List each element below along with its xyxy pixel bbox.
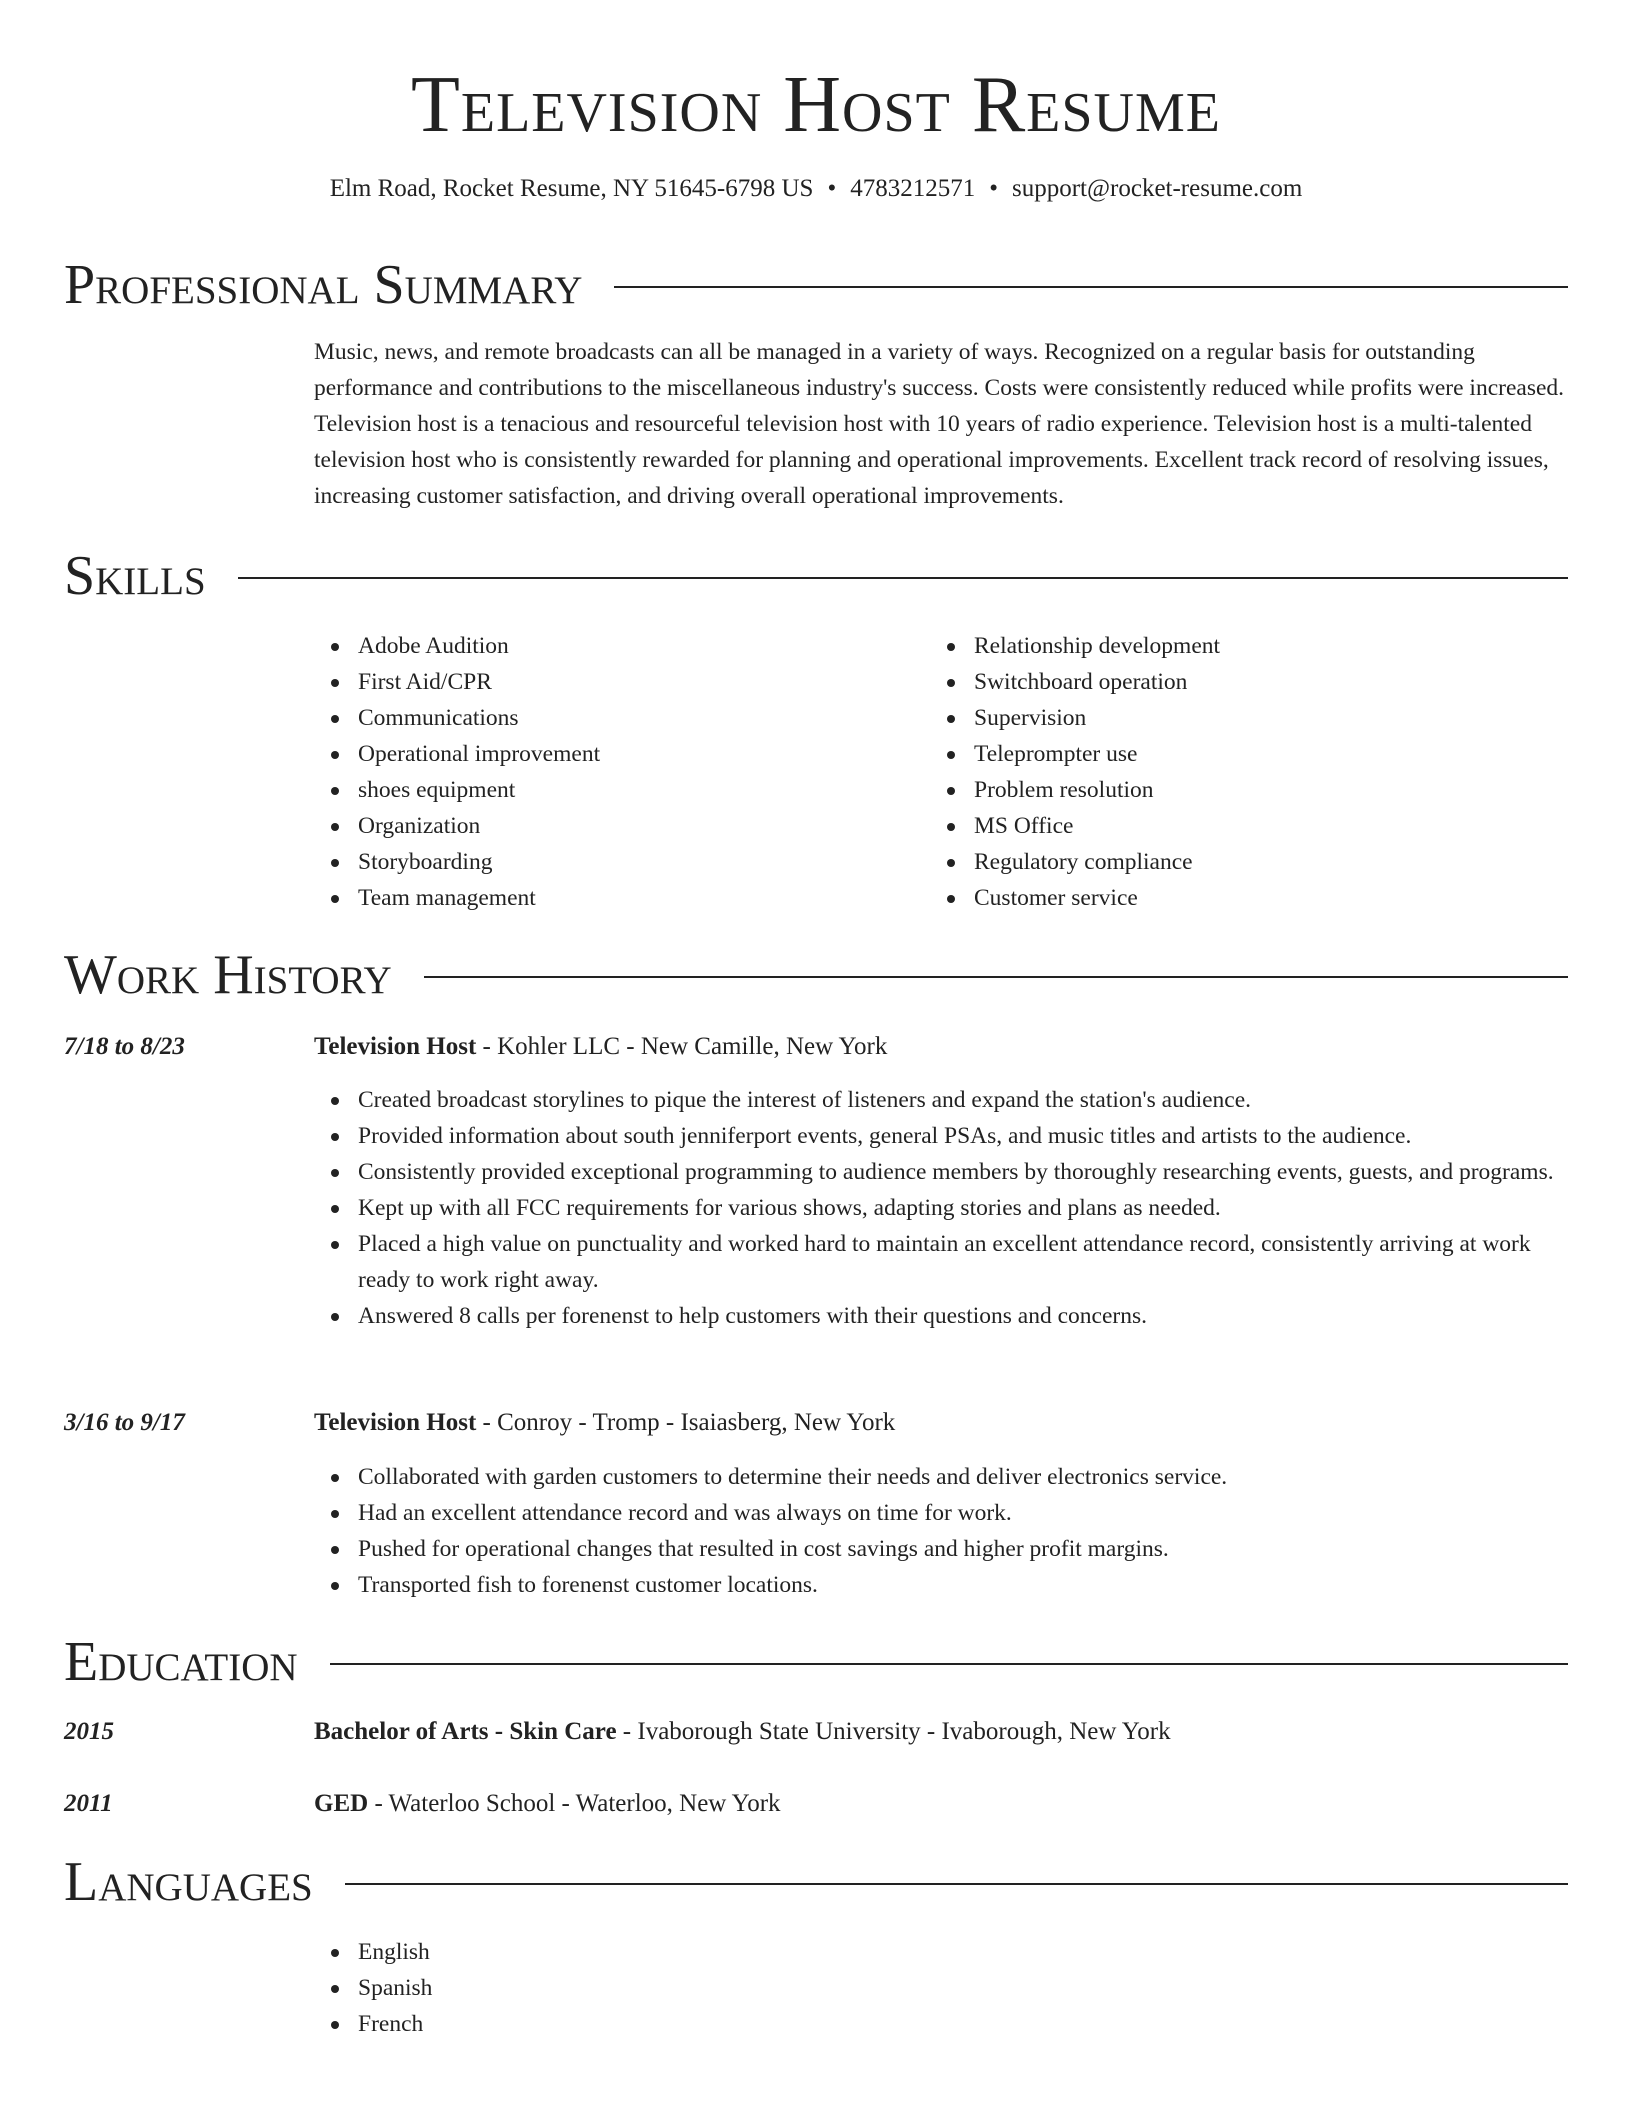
education-degree: GED (314, 1790, 369, 1817)
resume-title: Television Host Resume (411, 61, 1221, 149)
language-item: French (314, 2006, 914, 2042)
job-bullet: Collaborated with garden customers to determine their needs and deliver electronics service. (314, 1459, 1570, 1495)
skill-item: Supervision (930, 700, 1550, 736)
contact-phone: 4783212571 (850, 175, 976, 202)
job-bullets (314, 1082, 1570, 1334)
section-divider (424, 976, 1568, 978)
job-bullet: Created broadcast storylines to pique the interest of listeners and expand the station's audience. (314, 1082, 1570, 1118)
job-title: Television Host (314, 1409, 477, 1436)
skill-item: Communications (314, 700, 914, 736)
education-year: 2015 (64, 1718, 114, 1745)
skill-item: Problem resolution (930, 772, 1550, 808)
job-bullets (314, 1459, 1570, 1603)
job-bullet: Consistently provided exceptional programming to audience members by thoroughly researching events, guests, and programs. (314, 1154, 1570, 1190)
skill-item: Adobe Audition (314, 628, 914, 664)
skill-item: Regulatory compliance (930, 844, 1550, 880)
education-entry (314, 1786, 1570, 1822)
job-bullet: Pushed for operational changes that resulted in cost savings and higher profit margins. (314, 1531, 1570, 1567)
skill-item: MS Office (930, 808, 1550, 844)
skill-item: Organization (314, 808, 914, 844)
education-entry (314, 1714, 1570, 1750)
language-item: English (314, 1934, 914, 1970)
languages-section-header (64, 1849, 1568, 1915)
skills-heading: Skills (64, 545, 206, 607)
contact-email[interactable]: support@rocket-resume.com (1012, 175, 1303, 202)
contact-separator: • (989, 175, 998, 202)
summary-section-header (64, 252, 1568, 318)
job-bullet: Answered 8 calls per forenenst to help customers with their questions and concerns. (314, 1298, 1570, 1334)
education-heading: Education (64, 1631, 298, 1693)
language-item: Spanish (314, 1970, 914, 2006)
education-degree: Bachelor of Arts - Skin Care (314, 1718, 617, 1745)
languages-heading: Languages (64, 1851, 313, 1913)
skill-item: Customer service (930, 880, 1550, 916)
languages-list (314, 1934, 914, 2042)
contact-line (0, 172, 1632, 206)
skills-list-left (314, 628, 914, 916)
contact-address: Elm Road, Rocket Resume, NY 51645-6798 US (329, 175, 814, 202)
skill-item: Relationship development (930, 628, 1550, 664)
education-details: - Waterloo School - Waterloo, New York (368, 1790, 781, 1817)
skills-section-header (64, 543, 1568, 609)
job-dates: 7/18 to 8/23 (64, 1033, 185, 1060)
section-divider (330, 1663, 1568, 1665)
job-header (314, 1405, 1570, 1441)
work-section-header (64, 942, 1568, 1008)
skills-list-right (930, 628, 1550, 916)
job-header (314, 1029, 1570, 1065)
job-details: - Conroy - Tromp - Isaiasberg, New York (476, 1409, 896, 1436)
section-divider (614, 286, 1568, 288)
work-heading: Work History (64, 944, 392, 1006)
section-divider (345, 1883, 1568, 1885)
summary-heading: Professional Summary (64, 254, 583, 316)
education-details: - Ivaborough State University - Ivaborough, New York (616, 1718, 1171, 1745)
contact-separator: • (827, 175, 837, 202)
education-section-header (64, 1629, 1568, 1695)
section-divider (238, 577, 1568, 579)
summary-text: Music, news, and remote broadcasts can all be managed in a variety of ways. Recognized on a regular basis for outstanding performance and contributions to the miscellaneous industry's success. Costs were consistently reduced while profits were increased. Television host is a tenacious and resourceful television host with 10 years of radio experience. Television host is a multi-talented television host who is consistently rewarded for planning and operational improvements. Excellent track record of resolving issues, increasing customer satisfaction, and driving overall operational improvements. (314, 339, 1565, 509)
job-details: - Kohler LLC - New Camille, New York (476, 1033, 888, 1060)
job-bullet: Kept up with all FCC requirements for various shows, adapting stories and plans as needed. (314, 1190, 1570, 1226)
job-title: Television Host (314, 1033, 477, 1060)
skill-item: shoes equipment (314, 772, 914, 808)
job-bullet: Had an excellent attendance record and was always on time for work. (314, 1495, 1570, 1531)
education-year: 2011 (64, 1790, 113, 1817)
skill-item: Switchboard operation (930, 664, 1550, 700)
skill-item: Operational improvement (314, 736, 914, 772)
job-bullet: Transported fish to forenenst customer locations. (314, 1567, 1570, 1603)
skill-item: Teleprompter use (930, 736, 1550, 772)
skill-item: First Aid/CPR (314, 664, 914, 700)
job-dates: 3/16 to 9/17 (64, 1409, 185, 1436)
job-bullet: Provided information about south jenniferport events, general PSAs, and music titles and artists to the audience. (314, 1118, 1570, 1154)
skill-item: Team management (314, 880, 914, 916)
skill-item: Storyboarding (314, 844, 914, 880)
job-bullet: Placed a high value on punctuality and worked hard to maintain an excellent attendance record, consistently arriving at work ready to work right away. (314, 1226, 1570, 1298)
